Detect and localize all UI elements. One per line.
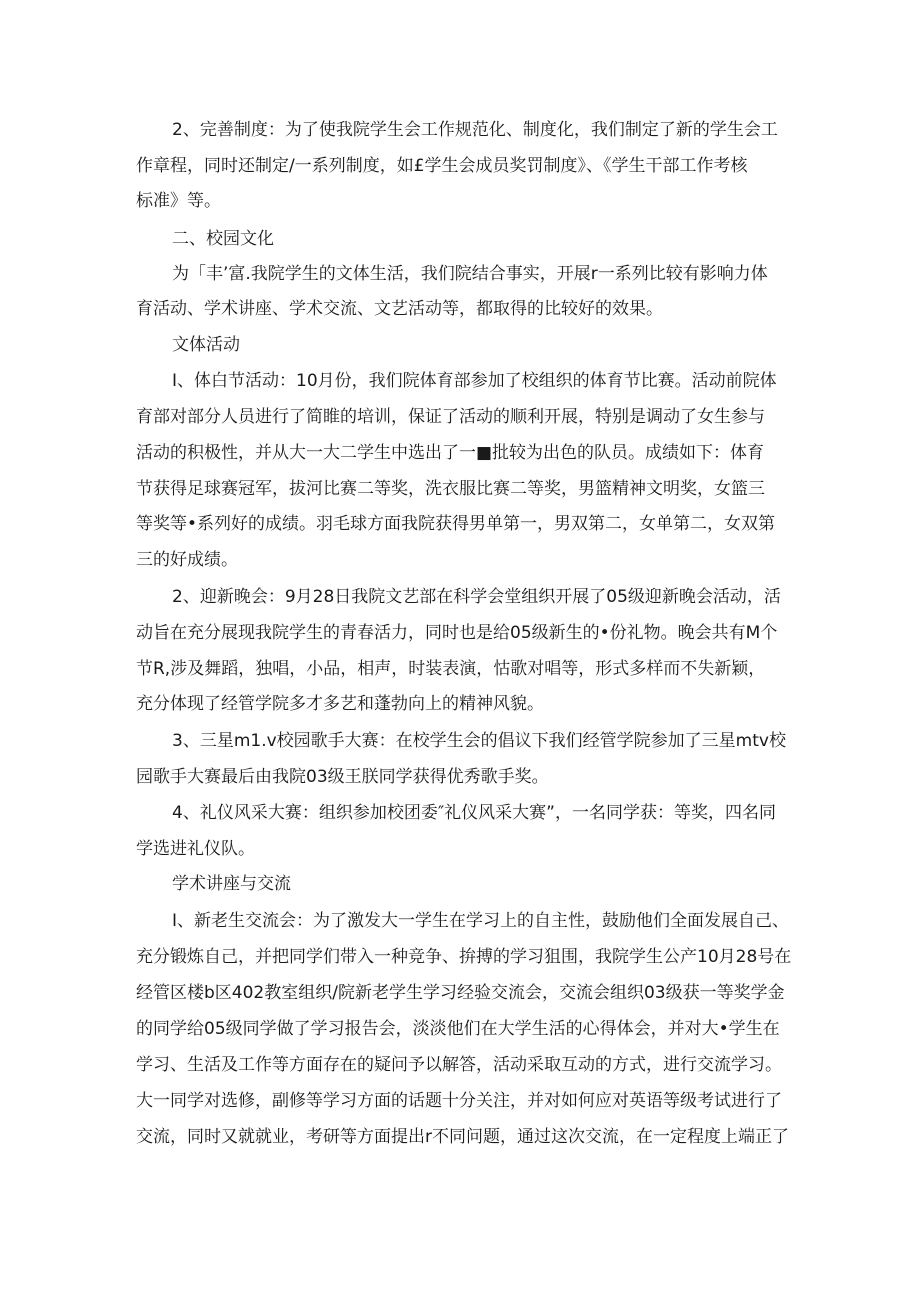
text-line: 交流，同时又就就业，考研等方面提出r不同问题，通过这次交流，在一定程度上端正了: [136, 1127, 789, 1147]
text-line: 育部对部分人员进行了简睢的培训，保证了活动的顺利开展，特别是调动了女生参与: [136, 407, 765, 427]
text-line: 标准》等。: [136, 191, 221, 211]
text-line: 等奖等•系列好的成绩。羽毛球方面我院获得男单第一，男双第二，女单第二，女双第: [136, 514, 776, 534]
text-line: I、新老生交流会：为了激发大一学生在学习上的自主性，鼓励他们全面发展自己、: [172, 911, 790, 931]
text-line: 节R,涉及舞蹈，独唱，小品，相声，时装表演，怙歌对唱等，形式多样而不失新颖，: [136, 659, 766, 679]
section-heading: 二、校园文化: [172, 229, 274, 249]
subsection-heading: 文体活动: [172, 335, 240, 355]
text-line: 园歌手大赛最后由我院03级王朕同学获得优秀歌手奖。: [136, 767, 549, 787]
text-line: 经管区楼b区402教室组织/院新老学生学习经验交流会，交流会组织03级获一等奖学金: [136, 983, 785, 1003]
text-line: 3、三星m1.v校园歌手大赛：在校学生会的倡议下我们经管学院参加了三星mtv校: [172, 731, 786, 751]
text-line: 作章程，同时还制定/一系列制度，如£学生会成员奖罚制度》、《学生干部工作考核: [136, 156, 748, 176]
text-line: 三的好成绩。: [136, 550, 238, 570]
text-line: I、体白节活动：10月份，我们院体育部参加了校组织的体育节比赛。活动前院体: [172, 371, 777, 391]
text-line: 大一同学对选修，副修等学习方面的话题十分关注，并对如何应对英语等级考试进行了: [136, 1091, 782, 1111]
text-line: 充分体现了经管学院多才多艺和蓬勃向上的精神风貌。: [136, 694, 544, 714]
text-line: 动旨在充分展现我院学生的青春活力，同时也是给05级新生的•份礼物。晚会共有M个: [136, 623, 778, 643]
text-line: 学习、生活及工作等方面存在的疑问予以解答，活动采取互动的方式，进行交流学习。: [136, 1055, 782, 1075]
text-line: 2、完善制度：为了使我院学生会工作规范化、制度化，我们制定了新的学生会工: [172, 120, 778, 140]
text-line: 为「丰’富.我院学生的文体生活，我们院结合事实，开展r一系列比较有影响力体: [172, 264, 768, 284]
subsection-heading: 学术讲座与交流: [172, 874, 291, 894]
text-line: 2、迎新晚会：9月28日我院文艺部在科学会堂组织开展了05级迎新晚会活动，活: [172, 587, 781, 607]
text-line: 的同学给05级同学做了学习报告会，淡淡他们在大学生活的心得体会，并对大•学生在: [136, 1019, 780, 1039]
text-line: 活动的积极性，并从大一大二学生中选出了一■批较为出色的队员。成绩如下：体育: [136, 443, 765, 463]
text-line: 4、礼仪风采大赛：组织参加校团委″礼仪风采大赛”，一名同学获：等奖，四名同: [172, 803, 776, 823]
text-line: 充分锻炼自己，并把同学们带入一种竞争、拚搏的学习狙围，我院学生公产10月28号在: [136, 947, 792, 967]
text-line: 节获得足球赛冠军，拔河比赛二等奖，洗衣服比赛二等奖，男篮精神文明奖，女篮三: [136, 479, 765, 499]
text-line: 学选进礼仪队。: [136, 839, 255, 859]
text-line: 育活动、学术讲座、学术交流、文艺活动等，都取得的比较好的效果。: [136, 299, 663, 319]
